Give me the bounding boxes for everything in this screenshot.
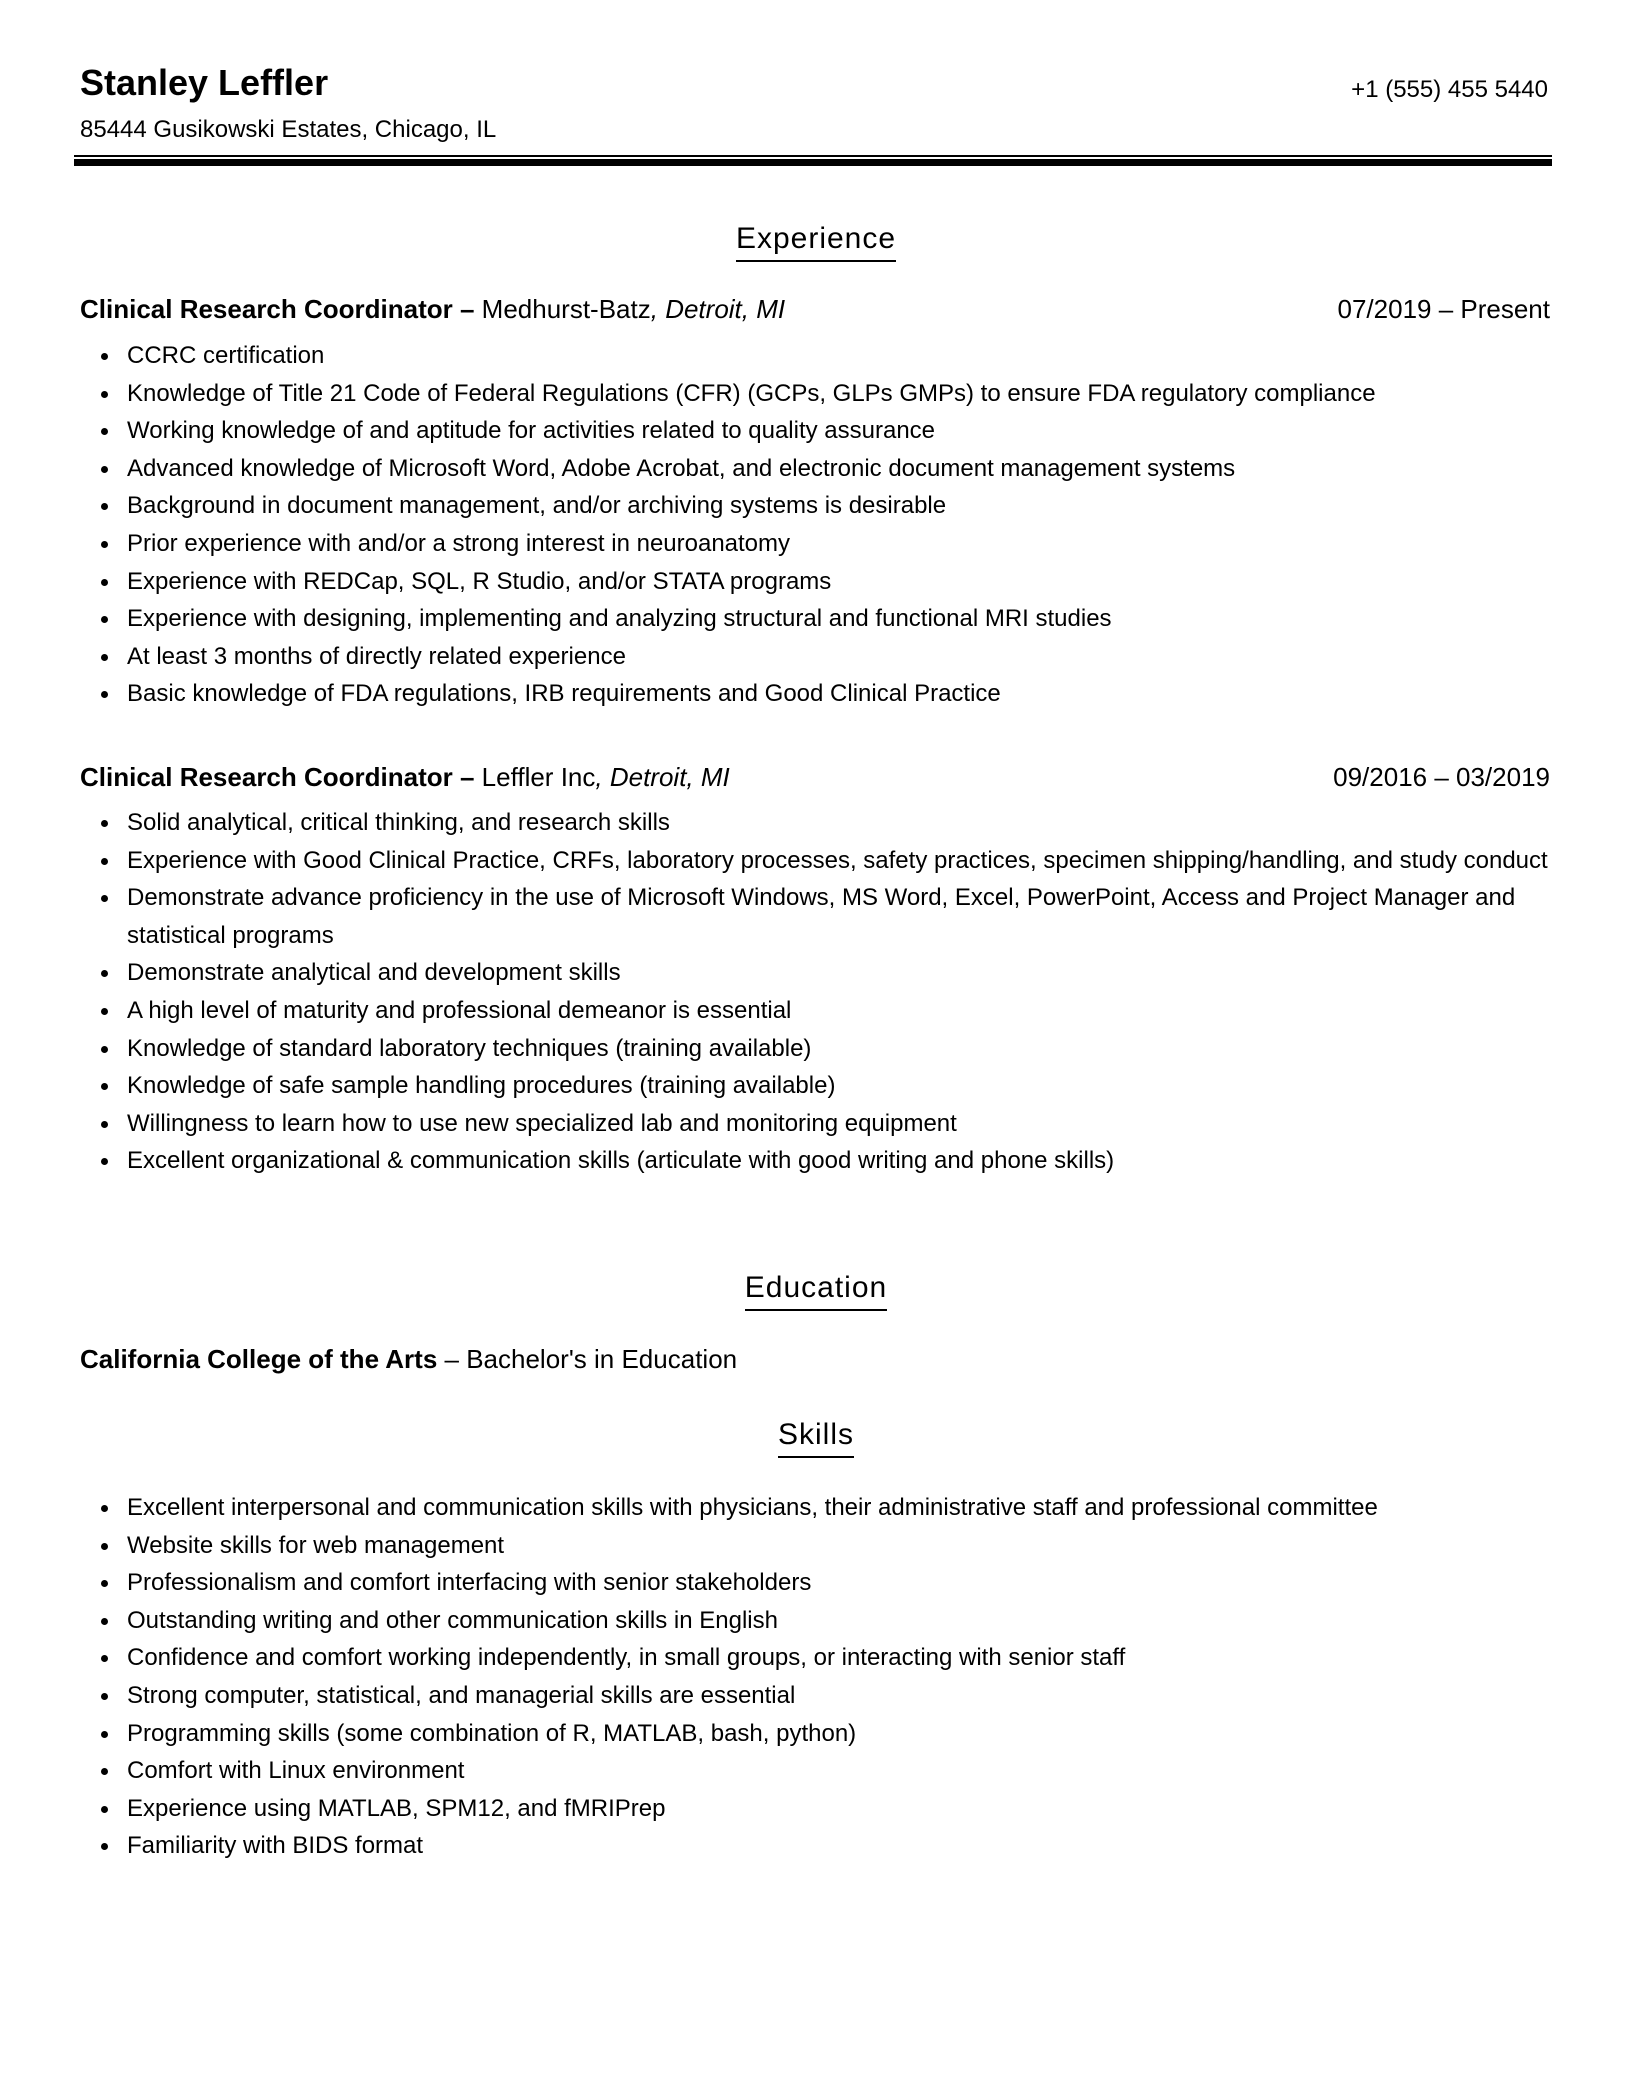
list-item: Solid analytical, critical thinking, and research skills [80, 804, 1550, 842]
job-dates: 09/2016 – 03/2019 [1333, 762, 1550, 792]
job-title: Clinical Research Coordinator – [80, 762, 475, 792]
list-item: Professionalism and comfort interfacing with senior stakeholders [80, 1564, 1550, 1602]
list-item: A high level of maturity and professional demeanor is essential [80, 992, 1550, 1030]
section-title-skills [80, 1418, 1552, 1458]
list-item: Willingness to learn how to use new specialized lab and monitoring equipment [80, 1105, 1550, 1143]
list-item: Demonstrate analytical and development skills [80, 954, 1550, 992]
list-item: Working knowledge of and aptitude for activities related to quality assurance [80, 412, 1550, 450]
job-header [80, 762, 1550, 793]
list-item: Strong computer, statistical, and managerial skills are essential [80, 1677, 1550, 1715]
list-item: Confidence and comfort working independently, in small groups, or interacting with senior staff [80, 1639, 1550, 1677]
list-item: Experience with Good Clinical Practice, CRFs, laboratory processes, safety practices, specimen shipping/handling, and study conduct [80, 842, 1550, 880]
list-item: Background in document management, and/or archiving systems is desirable [80, 487, 1550, 525]
job-location: , Detroit, MI [595, 762, 730, 792]
list-item: Basic knowledge of FDA regulations, IRB requirements and Good Clinical Practice [80, 675, 1550, 713]
job-location: , Detroit, MI [650, 294, 786, 324]
list-item: Advanced knowledge of Microsoft Word, Adobe Acrobat, and electronic document management systems [80, 450, 1550, 488]
section-title-text: Skills [778, 1418, 854, 1458]
section-title-text: Education [745, 1271, 887, 1311]
candidate-name: Stanley Leffler [80, 62, 329, 103]
list-item: Knowledge of safe sample handling procedures (training available) [80, 1067, 1550, 1105]
list-item: At least 3 months of directly related experience [80, 638, 1550, 676]
section-title-experience [80, 222, 1552, 262]
job-header [80, 294, 1550, 325]
list-item: Experience with designing, implementing and analyzing structural and functional MRI studies [80, 600, 1550, 638]
job-title-line [80, 294, 785, 325]
job-title-line [80, 762, 730, 793]
list-item: Comfort with Linux environment [80, 1752, 1550, 1790]
list-item: Experience with REDCap, SQL, R Studio, and/or STATA programs [80, 563, 1550, 601]
job-title: Clinical Research Coordinator – [80, 294, 475, 324]
list-item: Outstanding writing and other communication skills in English [80, 1602, 1550, 1640]
list-item: Knowledge of Title 21 Code of Federal Regulations (CFR) (GCPs, GLPs GMPs) to ensure FDA regulatory compliance [80, 375, 1550, 413]
list-item: CCRC certification [80, 337, 1550, 375]
list-item: Excellent organizational & communication skills (articulate with good writing and phone skills) [80, 1142, 1550, 1180]
section-title-education [80, 1271, 1552, 1311]
header-divider-thin [74, 155, 1552, 157]
job-company: Medhurst-Batz [474, 294, 651, 324]
phone-number: +1 (555) 455 5440 [1351, 76, 1548, 103]
list-item: Prior experience with and/or a strong interest in neuroanatomy [80, 525, 1550, 563]
education-entry [80, 1344, 737, 1375]
list-item: Familiarity with BIDS format [80, 1827, 1550, 1865]
job-dates: 07/2019 – Present [1337, 294, 1550, 324]
degree: – Bachelor's in Education [437, 1344, 738, 1374]
list-item: Knowledge of standard laboratory techniques (training available) [80, 1030, 1550, 1068]
list-item: Demonstrate advance proficiency in the use of Microsoft Windows, MS Word, Excel, PowerPoint, Access and Project Manager and statistical programs [80, 879, 1550, 954]
address: 85444 Gusikowski Estates, Chicago, IL [80, 116, 497, 143]
job-bullets [80, 337, 1550, 713]
skills-list [80, 1489, 1550, 1865]
school-name: California College of the Arts [80, 1344, 438, 1374]
list-item: Website skills for web management [80, 1527, 1550, 1565]
header-divider-thick [74, 159, 1552, 166]
list-item: Excellent interpersonal and communication skills with physicians, their administrative staff and professional committee [80, 1489, 1550, 1527]
section-title-text: Experience [736, 222, 896, 262]
job-bullets [80, 804, 1550, 1180]
list-item: Programming skills (some combination of R, MATLAB, bash, python) [80, 1715, 1550, 1753]
job-company: Leffler Inc [474, 762, 596, 792]
list-item: Experience using MATLAB, SPM12, and fMRIPrep [80, 1790, 1550, 1828]
